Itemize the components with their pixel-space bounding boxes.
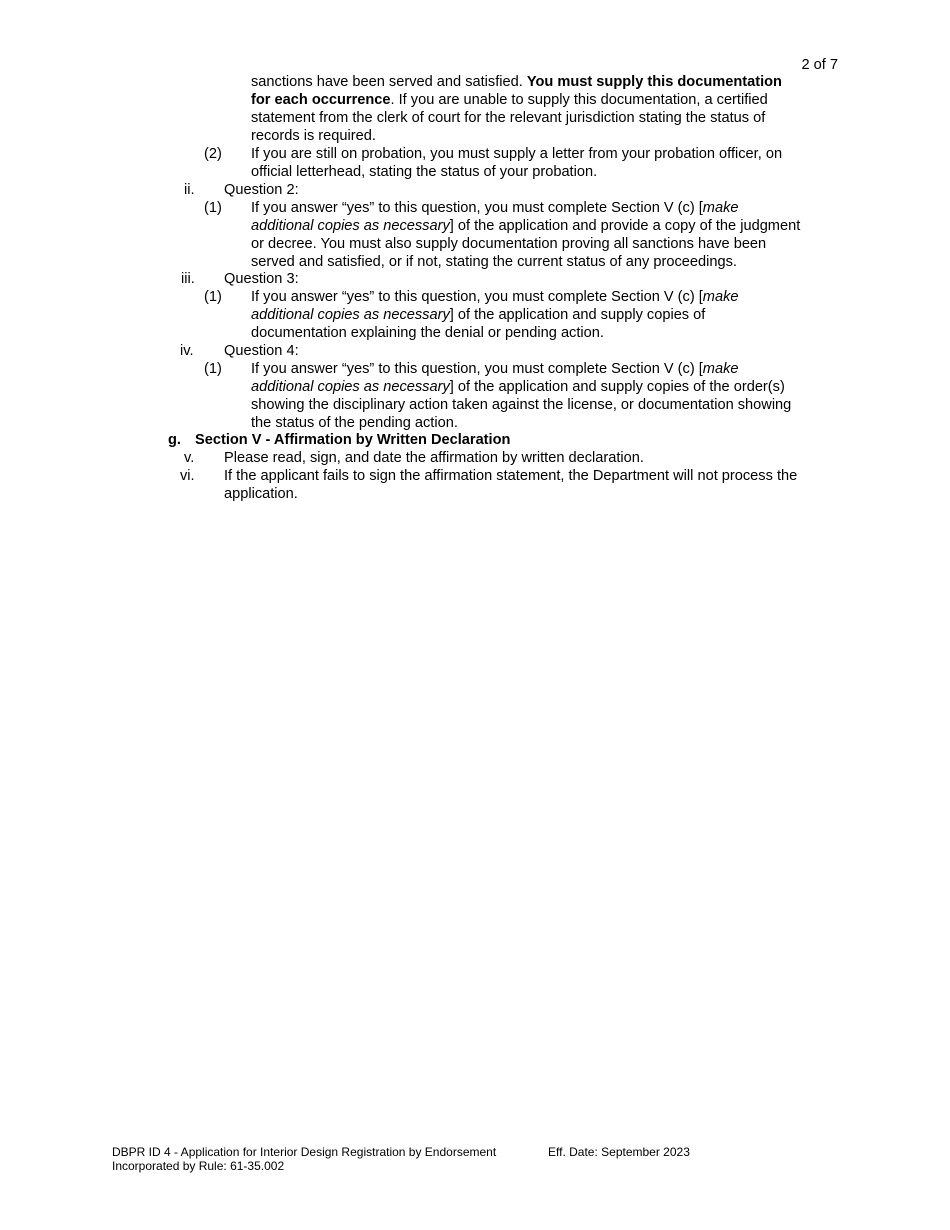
text-line: for each occurrence. If you are unable to supply this documentation, a certified xyxy=(251,92,768,108)
question-heading: Question 4: xyxy=(224,343,299,359)
text-line: If the applicant fails to sign the affirmation statement, the Department will not process the xyxy=(224,468,798,484)
text-line: sanctions have been served and satisfied. You must supply this documentation xyxy=(251,74,782,90)
item-label: (1) xyxy=(204,200,222,216)
footer-rule: Incorporated by Rule: 61-35.002 xyxy=(112,1159,285,1173)
text-line: If you answer “yes” to this question, you must complete Section V (c) [make xyxy=(251,289,739,305)
text-line: If you are still on probation, you must supply a letter from your probation officer, on xyxy=(251,146,783,162)
text-line: or decree. You must also supply documentation proving all sanctions have been xyxy=(251,236,767,252)
text-line: statement from the clerk of court for the relevant jurisdiction stating the status of xyxy=(251,110,766,126)
roman-numeral: v. xyxy=(184,450,195,466)
affirmation-warning xyxy=(224,467,797,503)
text-line: If you answer “yes” to this question, you must complete Section V (c) [make xyxy=(251,361,739,377)
question-2-paragraph xyxy=(251,199,800,271)
text-line: additional copies as necessary] of the application and supply copies of the order(s) xyxy=(251,379,785,395)
text-line: official letterhead, stating the status of your probation. xyxy=(251,164,598,180)
footer-form-title: DBPR ID 4 - Application for Interior Design Registration by Endorsement xyxy=(112,1145,497,1159)
text-line: application. xyxy=(224,486,298,502)
roman-numeral: ii. xyxy=(184,182,195,198)
text-line: showing the disciplinary action taken against the license, or documentation showing xyxy=(251,397,792,413)
question-3-paragraph xyxy=(251,288,738,342)
question-4-paragraph xyxy=(251,360,791,432)
item-label: (2) xyxy=(204,146,222,162)
roman-numeral: iii. xyxy=(181,271,195,287)
footer-effective-date: Eff. Date: September 2023 xyxy=(548,1145,690,1159)
item-label: (1) xyxy=(204,289,222,305)
text-line: additional copies as necessary] of the application and supply copies of xyxy=(251,307,706,323)
text-line: records is required. xyxy=(251,128,376,144)
item-label: (1) xyxy=(204,361,222,377)
affirmation-instruction: Please read, sign, and date the affirmation by written declaration. xyxy=(224,450,644,466)
text-line: the status of the pending action. xyxy=(251,415,458,431)
section-letter: g. xyxy=(168,432,181,448)
roman-numeral: iv. xyxy=(180,343,194,359)
page-number: 2 of 7 xyxy=(801,57,838,73)
question-heading: Question 2: xyxy=(224,182,299,198)
page-footer xyxy=(112,1145,690,1173)
text-line: documentation explaining the denial or pending action. xyxy=(251,325,604,341)
continuation-paragraph xyxy=(251,73,782,145)
text-line: additional copies as necessary] of the application and provide a copy of the judgment xyxy=(251,218,801,234)
text-line: served and satisfied, or if not, stating the current status of any proceedings. xyxy=(251,254,737,270)
roman-numeral: vi. xyxy=(180,468,195,484)
probation-paragraph xyxy=(251,145,782,181)
section-heading: Section V - Affirmation by Written Declaration xyxy=(195,432,511,448)
question-heading: Question 3: xyxy=(224,271,299,287)
text-line: If you answer “yes” to this question, you must complete Section V (c) [make xyxy=(251,200,739,216)
